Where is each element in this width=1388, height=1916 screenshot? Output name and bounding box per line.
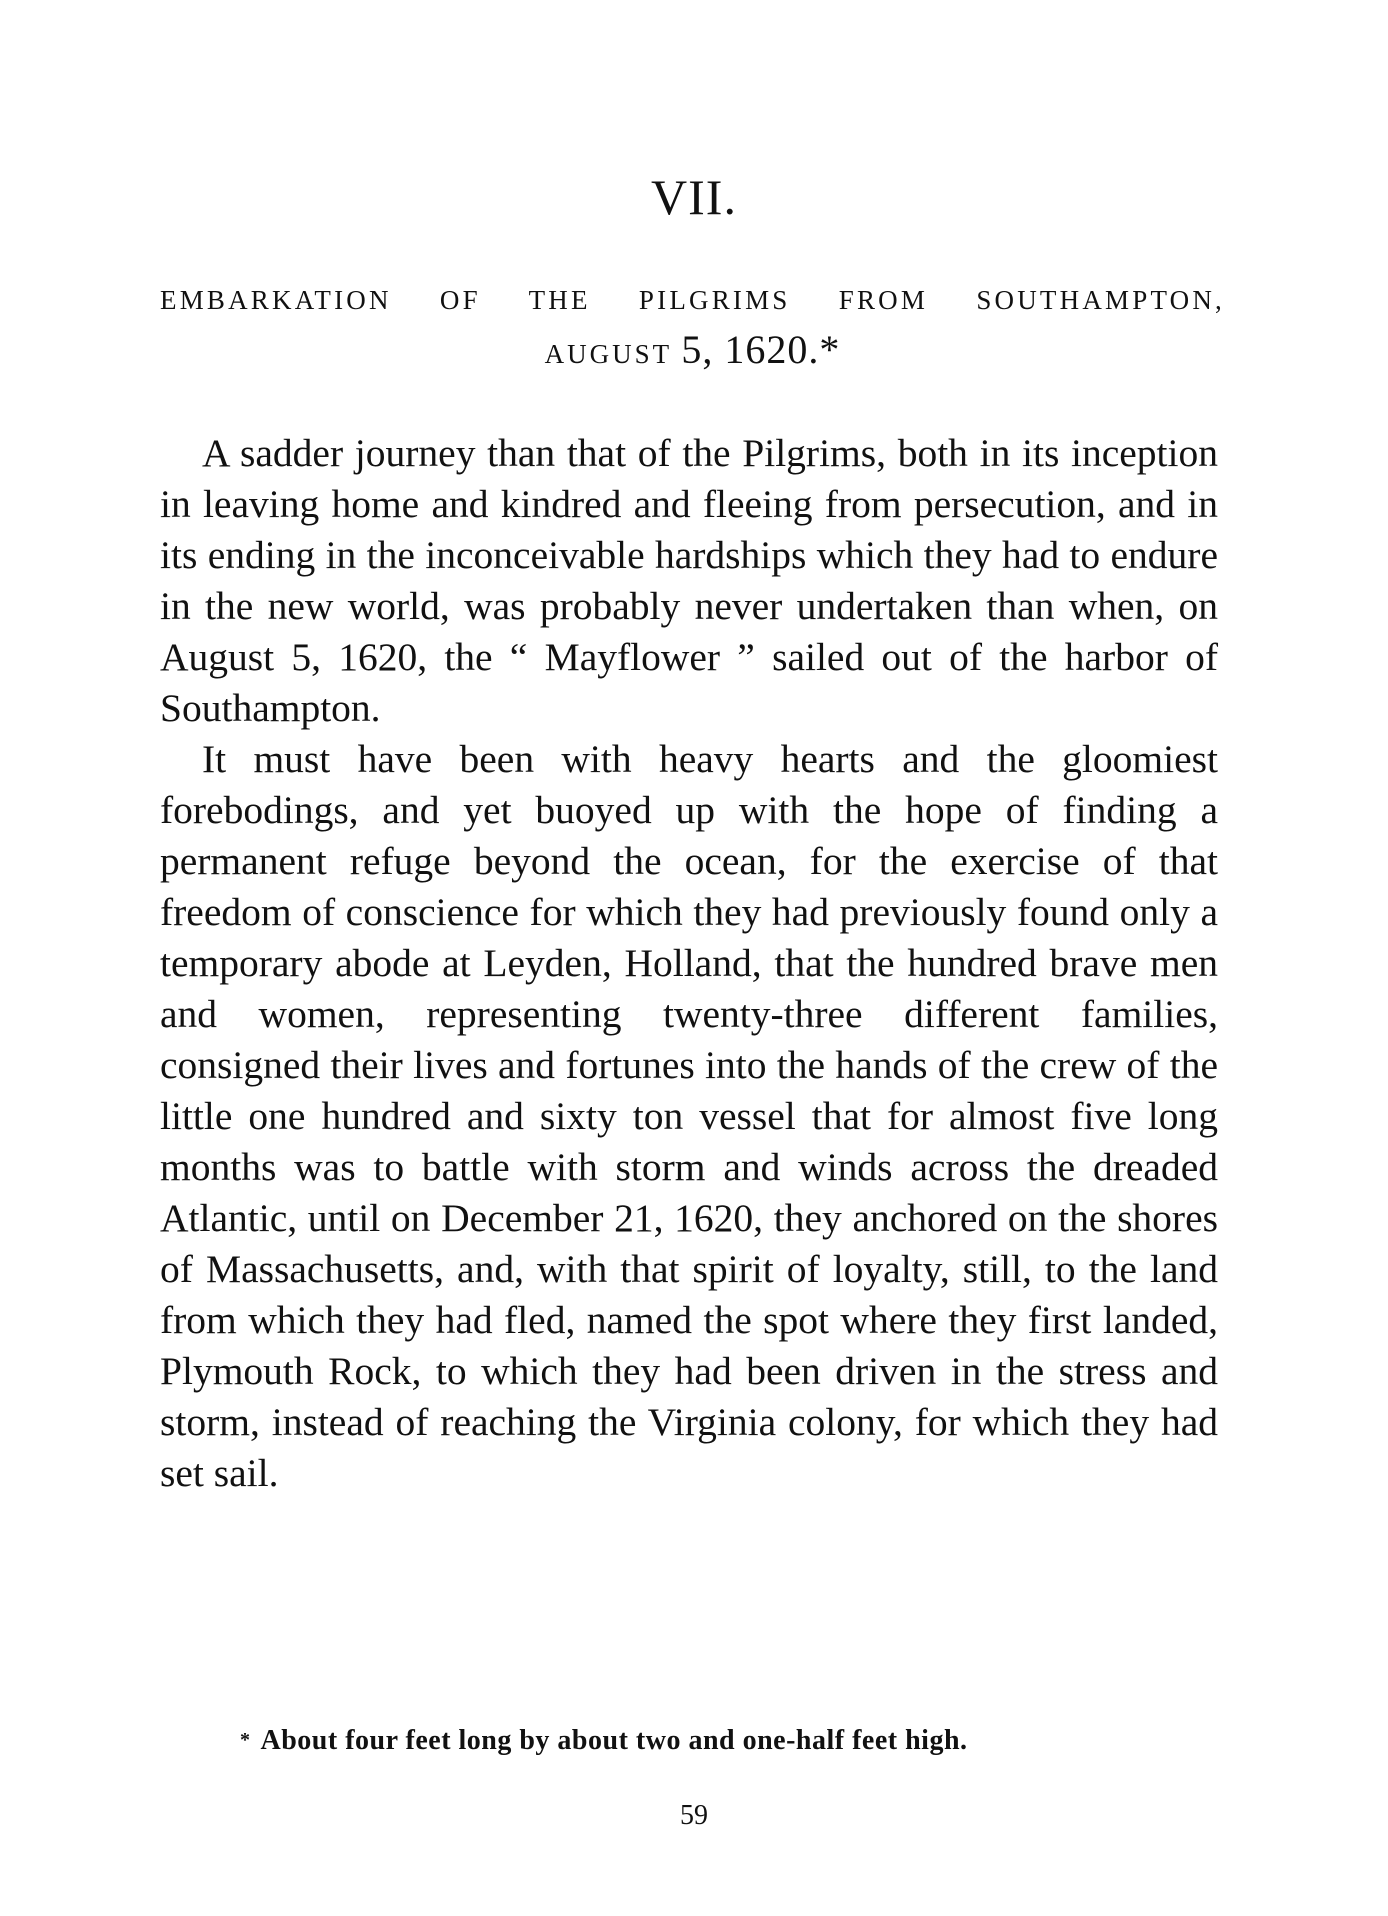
heading-month: AUGUST <box>544 339 672 369</box>
page-number: 59 <box>680 1800 708 1831</box>
chapter-heading <box>160 280 1225 384</box>
paragraph-2: It must have been with heavy hearts and the gloomiest forebodings, and yet buoyed up with the hope of finding a permanent refuge beyond the ocean, for the exercise of that freedom of conscience for which they had previously found only a temporary abode at Leyden, Holland, that the hundred brave men and women, representing twenty-three different families, consigned their lives and fortunes into the hands of the crew of the little one hundred and sixty ton vessel that for almost five long months was to battle with storm and winds across the dreaded Atlantic, until on December 21, 1620, they anchored on the shores of Massachusetts, and, with that spirit of loyalty, still, to the land from which they had fled, named the spot where they first landed, Plymouth Rock, to which they had been driven in the stress and storm, instead of reaching the Virginia colony, for which they had set sail. <box>160 737 1218 1495</box>
footnote <box>240 1725 1190 1757</box>
heading-line-1: EMBARKATION OF THE PILGRIMS FROM SOUTHAMPTON, <box>160 285 1225 315</box>
paragraph-1: A sadder journey than that of the Pilgrims, both in its inception in leaving home and kindred and fleeing from persecution, and in its ending in the inconceivable hardships which they had to endure in the new world, was probably never undertaken than when, on August 5, 1620, the “ Mayflower ” sailed out of the harbor of Southampton. <box>160 431 1218 730</box>
footnote-mark: * <box>240 1729 251 1751</box>
footnote-text: About four feet long by about two and one-half feet high. <box>260 1725 968 1756</box>
body-text <box>160 428 1218 1499</box>
heading-date: 5, 1620.* <box>681 327 841 372</box>
heading-line-2 <box>160 320 1225 384</box>
chapter-number: VII. <box>651 169 737 225</box>
